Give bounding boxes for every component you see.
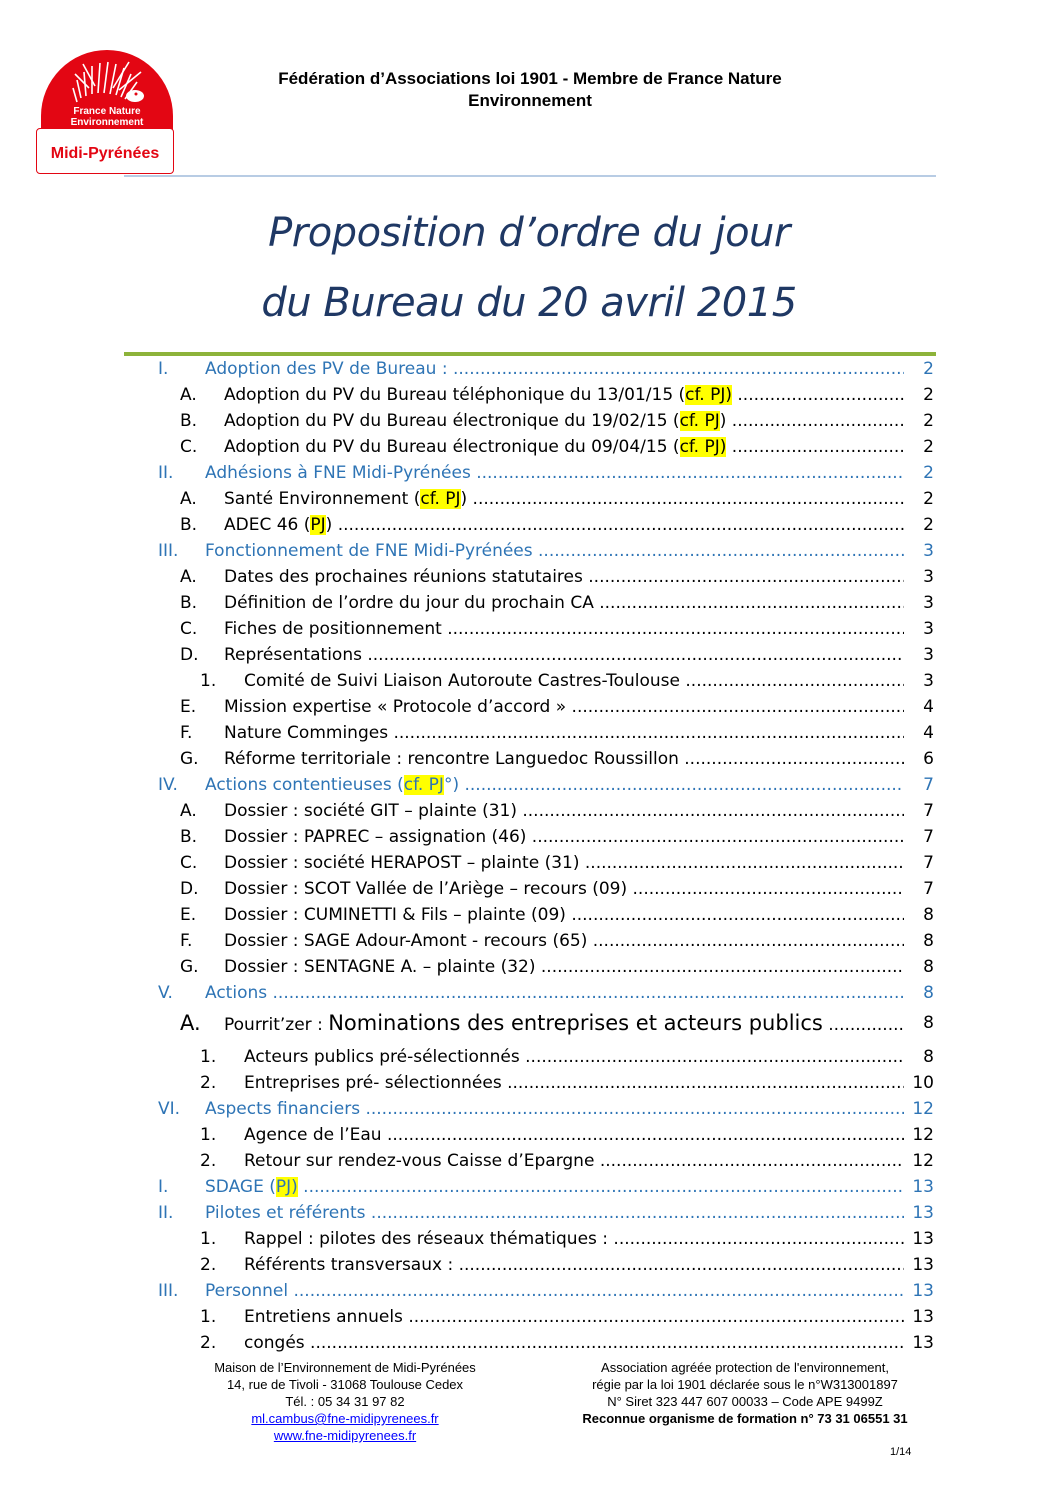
toc-entry-text: Actions: [205, 983, 268, 1003]
toc-entry-number: A.: [180, 801, 197, 821]
toc-entry[interactable]: [124, 772, 934, 798]
toc-entry[interactable]: [124, 1304, 934, 1330]
toc-entry-text-after: ): [325, 515, 333, 535]
toc-entry-text: SDAGE (: [205, 1177, 276, 1197]
toc-entry-number: 1.: [200, 1307, 217, 1327]
toc-entry-title: [205, 356, 904, 382]
toc-entry-text: Dossier : CUMINETTI & Fils – plainte (09): [224, 905, 566, 925]
toc-entry[interactable]: [124, 1200, 934, 1226]
toc-entry[interactable]: [124, 1122, 934, 1148]
toc-entry-page: 13: [910, 1200, 934, 1226]
toc-entry-number: 1.: [200, 1125, 217, 1145]
toc-entry-title: [224, 824, 904, 850]
logo-region-box: [36, 128, 174, 174]
toc-entry-number: 2.: [200, 1255, 217, 1275]
footer-legal-line4: Reconnue organisme de formation n° 73 31 06551 31: [582, 1411, 908, 1426]
page-header: [200, 68, 860, 112]
toc-entry-page: 7: [921, 772, 934, 798]
toc-entry-page: 3: [921, 616, 934, 642]
toc-entry-page: 13: [910, 1278, 934, 1304]
toc-entry-text: Entretiens annuels: [244, 1307, 403, 1327]
header-line2: Environnement: [468, 91, 592, 110]
toc-entry-text: Dossier : PAPREC – assignation (46): [224, 827, 527, 847]
toc-entry-page: 7: [921, 798, 934, 824]
toc-entry-number: 1.: [200, 1229, 217, 1249]
toc-entry-title: [224, 434, 904, 460]
toc-entry-title: [244, 668, 904, 694]
toc-entry-title: [205, 460, 904, 486]
header-line1: Fédération d’Associations loi 1901 - Membre de France Nature: [278, 69, 782, 88]
toc-entry[interactable]: [124, 1252, 934, 1278]
toc-entry[interactable]: [124, 1010, 934, 1036]
toc-entry-highlight: PJ: [310, 515, 326, 535]
toc-entry-title: [205, 980, 904, 1006]
toc-entry-number: C.: [180, 619, 198, 639]
hedgehog-icon: [69, 58, 149, 104]
toc-entry-page: 2: [921, 434, 934, 460]
toc-entry-highlight: cf. PJ: [420, 489, 461, 509]
toc-entry-title: [244, 1044, 904, 1070]
toc-entry[interactable]: [124, 564, 934, 590]
toc-entry-text: Fonctionnement de FNE Midi-Pyrénées: [205, 541, 533, 561]
toc-entry-text: Mission expertise « Protocole d’accord »: [224, 697, 567, 717]
toc-entry-title: [224, 720, 904, 746]
toc-entry-page: 2: [921, 460, 934, 486]
toc-entry-text: Aspects financiers: [205, 1099, 361, 1119]
toc-entry-number: III.: [158, 541, 179, 561]
toc-entry[interactable]: [124, 460, 934, 486]
toc-entry[interactable]: [124, 980, 934, 1006]
toc-entry-text: Adoption des PV de Bureau :: [205, 359, 448, 379]
toc-entry-number: 1.: [200, 1047, 217, 1067]
toc-entry-text: Acteurs publics pré-sélectionnés: [244, 1047, 520, 1067]
toc-entry-page: 13: [910, 1174, 934, 1200]
toc-entry-page: 3: [921, 564, 934, 590]
toc-entry-title: [244, 1148, 904, 1174]
toc-entry-title: [224, 954, 904, 980]
toc-entry-text-after: ): [460, 489, 468, 509]
toc-entry-page: 8: [921, 954, 934, 980]
toc-entry-text: Retour sur rendez-vous Caisse d’Epargne: [244, 1151, 595, 1171]
toc-entry-title: [224, 382, 904, 408]
toc-entry-title: [224, 876, 904, 902]
toc-entry[interactable]: [124, 668, 934, 694]
toc-entry-title: [224, 486, 904, 512]
toc-entry[interactable]: [124, 824, 934, 850]
toc-entry-number: A.: [180, 1011, 201, 1035]
toc-entry-title: [224, 590, 904, 616]
toc-entry-number: B.: [180, 411, 198, 431]
toc-entry-text: Adhésions à FNE Midi-Pyrénées: [205, 463, 471, 483]
footer-email-link[interactable]: ml.cambus@fne-midipyrenees.fr: [251, 1411, 439, 1426]
toc-entry-title: [244, 1304, 904, 1330]
toc-entry[interactable]: [124, 616, 934, 642]
toc-entry-page: 2: [921, 356, 934, 382]
toc-entry[interactable]: [124, 512, 934, 538]
toc-entry-page: 4: [921, 720, 934, 746]
footer-legal-line2: régie par la loi 1901 déclarée sous le n°W313001897: [592, 1377, 898, 1392]
toc-entry-text: Nature Comminges: [224, 723, 389, 743]
toc-entry-text: congés: [244, 1333, 305, 1353]
toc-entry-text: Réforme territoriale : rencontre Languedoc Roussillon: [224, 749, 679, 769]
toc-entry-text: Rappel : pilotes des réseaux thématiques :: [244, 1229, 609, 1249]
toc-entry[interactable]: [124, 1174, 934, 1200]
footer-website-link[interactable]: www.fne-midipyrenees.fr: [273, 1428, 417, 1443]
toc-entry-text: Dossier : SCOT Vallée de l’Ariège – recours (09): [224, 879, 628, 899]
toc-entry-number: G.: [180, 957, 199, 977]
logo-text-line1: France Nature: [73, 106, 141, 117]
toc-entry-page: 8: [921, 1044, 934, 1070]
toc-entry[interactable]: [124, 746, 934, 772]
toc-entry[interactable]: [124, 486, 934, 512]
toc-entry[interactable]: [124, 1278, 934, 1304]
toc-entry-page: 3: [921, 642, 934, 668]
toc-entry-text-after: ): [719, 411, 727, 431]
toc-entry[interactable]: [124, 720, 934, 746]
toc-entry-text: Agence de l’Eau: [244, 1125, 382, 1145]
toc-entry-page: 2: [921, 486, 934, 512]
toc-entry-title: [224, 928, 904, 954]
toc-entry[interactable]: [124, 902, 934, 928]
toc-entry-text: Dossier : SAGE Adour-Amont - recours (65): [224, 931, 588, 951]
toc-entry-text-large: Nominations des entreprises et acteurs publics: [328, 1011, 823, 1035]
toc-entry-page: 8: [921, 980, 934, 1006]
toc-entry-number: C.: [180, 437, 198, 457]
toc-entry-number: V.: [158, 983, 173, 1003]
toc-entry-title: [224, 694, 904, 720]
logo-text-line2: Environnement: [70, 117, 144, 128]
toc-entry-page: 12: [910, 1096, 934, 1122]
toc-entry-title: [224, 850, 904, 876]
footer-org-name: Maison de l’Environnement de Midi-Pyrénées: [214, 1360, 476, 1375]
toc-entry[interactable]: [124, 1096, 934, 1122]
toc-entry-page: 3: [921, 590, 934, 616]
toc-entry-text-after: °): [443, 775, 460, 795]
page-number: 1/14: [890, 1446, 912, 1458]
toc-entry-title: [224, 564, 904, 590]
toc-entry-title: [224, 408, 904, 434]
toc-entry-title: [244, 1330, 904, 1356]
toc-entry[interactable]: [124, 408, 934, 434]
toc-entry[interactable]: [124, 1070, 934, 1096]
toc-entry-title: [205, 1200, 904, 1226]
toc-entry-title: [205, 1174, 904, 1200]
toc-entry-number: B.: [180, 515, 198, 535]
toc-entry-text: Représentations: [224, 645, 362, 665]
toc-entry-number: I.: [158, 1177, 169, 1197]
toc-entry[interactable]: [124, 694, 934, 720]
footer-legal-line3: N° Siret 323 447 607 00033 – Code APE 9499Z: [607, 1394, 883, 1409]
toc-entry-page: 2: [921, 382, 934, 408]
toc-entry-text: Adoption du PV du Bureau téléphonique du 13/01/15 (: [224, 385, 686, 405]
toc-entry-title: [205, 772, 904, 798]
toc-entry-highlight: cf. PJ: [679, 411, 720, 431]
toc-entry-title: [205, 1278, 904, 1304]
toc-entry-number: E.: [180, 905, 197, 925]
toc-entry-number: IV.: [158, 775, 178, 795]
toc-entry[interactable]: [124, 798, 934, 824]
toc-entry-highlight: cf. PJ): [685, 385, 732, 405]
toc-entry-number: A.: [180, 567, 197, 587]
toc-entry-text: Référents transversaux :: [244, 1255, 454, 1275]
toc-entry-title: [244, 1122, 904, 1148]
toc-entry-text: Santé Environnement (: [224, 489, 421, 509]
toc-entry-number: E.: [180, 697, 197, 717]
toc-entry-highlight: cf. PJ): [679, 437, 727, 457]
toc-entry-number: D.: [180, 645, 199, 665]
toc-entry-page: 7: [921, 876, 934, 902]
title-line1: Proposition d’ordre du jour: [268, 210, 790, 256]
toc-entry-text: Entreprises pré- sélectionnées: [244, 1073, 502, 1093]
toc-entry-page: 7: [921, 850, 934, 876]
page-title: [0, 198, 1058, 338]
toc-entry-number: II.: [158, 1203, 174, 1223]
toc-entry-title: [224, 512, 904, 538]
toc-entry-text: ADEC 46 (: [224, 515, 311, 535]
toc-entry-page: 3: [921, 538, 934, 564]
toc-entry-page: 12: [910, 1148, 934, 1174]
toc-entry-number: II.: [158, 463, 174, 483]
toc-entry-page: 8: [921, 902, 934, 928]
toc-entry-text: Fiches de positionnement: [224, 619, 442, 639]
toc-entry-text: Comité de Suivi Liaison Autoroute Castres-Toulouse: [244, 671, 680, 691]
toc-entry-number: VI.: [158, 1099, 181, 1119]
toc-entry-page: 2: [921, 408, 934, 434]
toc-entry-title: [224, 746, 904, 772]
toc-entry-text: Adoption du PV du Bureau électronique du 09/04/15 (: [224, 437, 680, 457]
toc-entry-number: A.: [180, 385, 197, 405]
toc-entry-text: Pilotes et référents: [205, 1203, 366, 1223]
toc-entry-number: F.: [180, 723, 193, 743]
toc-entry-number: C.: [180, 853, 198, 873]
toc-entry[interactable]: [124, 538, 934, 564]
toc-entry-number: 2.: [200, 1151, 217, 1171]
toc-entry[interactable]: [124, 928, 934, 954]
toc-entry[interactable]: [124, 590, 934, 616]
toc-entry-number: 2.: [200, 1333, 217, 1353]
toc-entry[interactable]: [124, 954, 934, 980]
toc-entry-title: [224, 616, 904, 642]
toc-entry[interactable]: [124, 876, 934, 902]
toc-entry-number: 2.: [200, 1073, 217, 1093]
toc-entry-title: [244, 1252, 904, 1278]
toc-entry-page: 13: [910, 1304, 934, 1330]
toc-entry-title: [244, 1226, 904, 1252]
toc-entry-page: 13: [910, 1252, 934, 1278]
toc-entry[interactable]: [124, 1226, 934, 1252]
toc-entry-title: [205, 538, 904, 564]
toc-entry-page: 12: [910, 1122, 934, 1148]
toc-entry-number: B.: [180, 827, 198, 847]
toc-entry-title: [224, 642, 904, 668]
toc-entry-number: B.: [180, 593, 198, 613]
fne-logo: [36, 50, 176, 176]
toc-entry-title: [205, 1096, 904, 1122]
toc-entry-page: 13: [910, 1226, 934, 1252]
toc-entry-title: [224, 1010, 904, 1038]
toc-entry-text: Actions contentieuses (: [205, 775, 404, 795]
toc-entry-title: [224, 798, 904, 824]
toc-entry[interactable]: [124, 434, 934, 460]
toc-entry-page: 8: [921, 1010, 934, 1036]
toc-entry-title: [224, 902, 904, 928]
footer-street: 14, rue de Tivoli - 31068 Toulouse Cedex: [226, 1377, 464, 1392]
toc-entry[interactable]: [124, 1148, 934, 1174]
toc-entry-text: Personnel: [205, 1281, 289, 1301]
header-divider: [124, 175, 936, 177]
toc-entry-text: Dates des prochaines réunions statutaires: [224, 567, 583, 587]
toc-entry-text: Adoption du PV du Bureau électronique du 19/02/15 (: [224, 411, 680, 431]
toc-entry-page: 2: [921, 512, 934, 538]
toc-entry[interactable]: [124, 1330, 934, 1356]
toc-entry-page: 7: [921, 824, 934, 850]
toc-entry-text: Définition de l’ordre du jour du prochain CA: [224, 593, 594, 613]
footer-address: [170, 1359, 520, 1444]
toc-entry-highlight: PJ): [275, 1177, 298, 1197]
toc-entry[interactable]: [124, 642, 934, 668]
toc-entry-number: 1.: [200, 671, 217, 691]
toc-entry-number: I.: [158, 359, 169, 379]
toc-entry-page: 4: [921, 694, 934, 720]
footer-legal-line1: Association agréée protection de l'environnement,: [601, 1360, 889, 1375]
footer-phone: Tél. : 05 34 31 97 82: [285, 1394, 405, 1409]
toc-entry-number: A.: [180, 489, 197, 509]
toc-entry-text: Pourrit’zer :: [224, 1015, 329, 1035]
toc-entry[interactable]: [124, 356, 934, 382]
toc-entry-number: G.: [180, 749, 199, 769]
toc-entry-text: Dossier : société GIT – plainte (31): [224, 801, 517, 821]
toc-entry-page: 3: [921, 668, 934, 694]
toc-entry[interactable]: [124, 382, 934, 408]
logo-region-label: Midi-Pyrénées: [50, 145, 160, 162]
toc-entry-text: Dossier : société HERAPOST – plainte (31): [224, 853, 580, 873]
toc-entry-page: 13: [910, 1330, 934, 1356]
toc-entry-highlight: cf. PJ: [403, 775, 444, 795]
toc-entry-page: 8: [921, 928, 934, 954]
toc-entry-title: [244, 1070, 904, 1096]
footer-legal: [540, 1359, 950, 1427]
toc-entry-text: Dossier : SENTAGNE A. – plainte (32): [224, 957, 536, 977]
toc-entry-number: III.: [158, 1281, 179, 1301]
toc-entry-number: D.: [180, 879, 199, 899]
toc-entry-number: F.: [180, 931, 193, 951]
toc-entry[interactable]: [124, 1044, 934, 1070]
title-line2: du Bureau du 20 avril 2015: [261, 280, 797, 326]
toc-entry-page: 6: [921, 746, 934, 772]
toc-entry-page: 10: [910, 1070, 934, 1096]
toc-entry[interactable]: [124, 850, 934, 876]
